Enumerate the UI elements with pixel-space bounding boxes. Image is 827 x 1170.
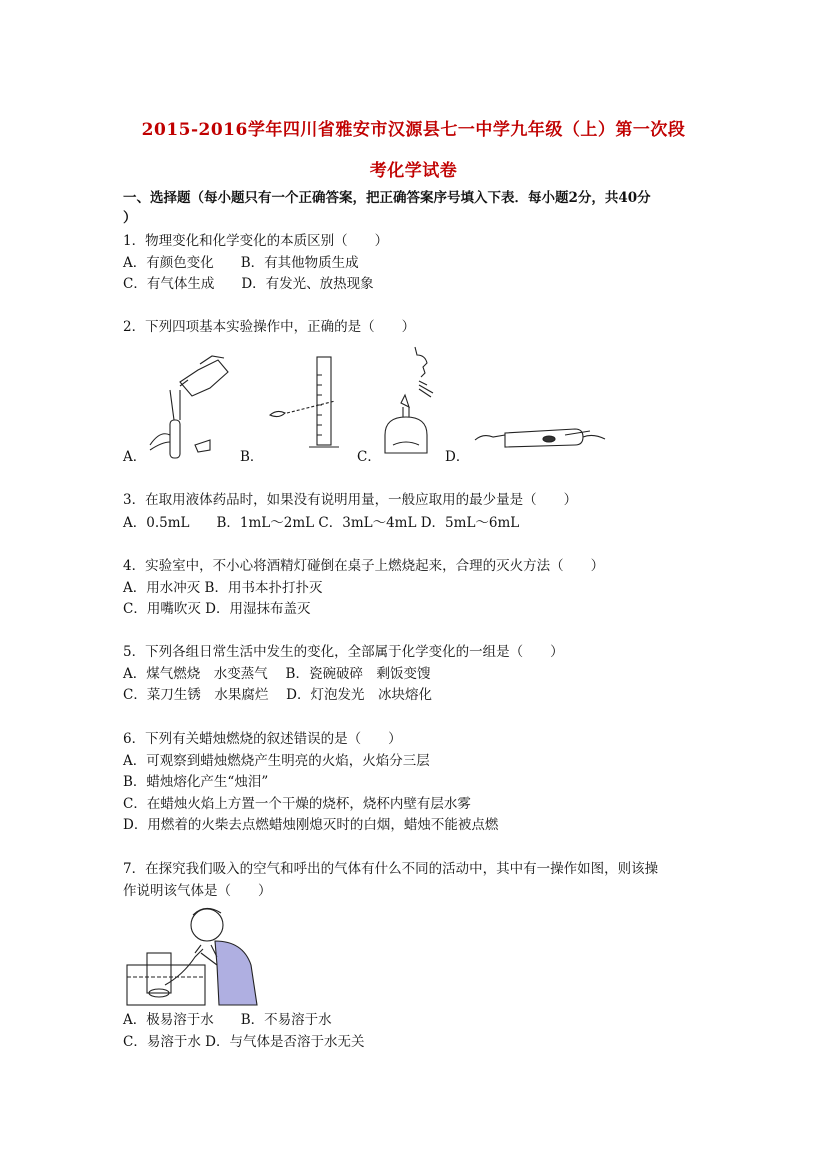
q7-stem: 7．在探究我们吸入的空气和呼出的气体有什么不同的活动中，其中有一操作如图，则该操 xyxy=(123,861,659,877)
q2-figure-a-pouring-liquid xyxy=(140,350,235,460)
q7-stem-cont: 作说明该气体是（ ） xyxy=(123,883,272,899)
q6-stem: 6．下列有关蜡烛燃烧的叙述错误的是（ ） xyxy=(123,731,402,747)
q2-figure-c-alcohol-lamp xyxy=(375,345,465,460)
q4-stem: 4．实验室中，不小心将酒精灯碰倒在桌子上燃烧起来，合理的灭火方法（ ） xyxy=(123,558,605,574)
q7-options-2: C．易溶于水 D．与气体是否溶于水无关 xyxy=(123,1034,365,1050)
q6-option-b: B．蜡烛熔化产生“烛泪” xyxy=(123,774,269,790)
q2-label-c: C． xyxy=(357,449,381,465)
section-heading: 一、选择题（每小题只有一个正确答案，把正确答案序号填入下表．每小题2分，共40分 xyxy=(123,190,651,206)
q2-label-d: D． xyxy=(445,449,470,465)
q2-stem: 2．下列四项基本实验操作中，正确的是（ ） xyxy=(123,319,416,335)
exam-title-line2: 考化学试卷 xyxy=(369,161,458,181)
q2-label-b: B． xyxy=(240,449,264,465)
q1-stem: 1．物理变化和化学变化的本质区别（ ） xyxy=(123,233,389,249)
q6-option-c: C．在蜡烛火焰上方置一个干燥的烧杯，烧杯内壁有层水雾 xyxy=(123,796,471,812)
section-heading-cont: ） xyxy=(123,210,137,226)
q4-options-1: A．用水冲灭 B．用书本扑打扑灭 xyxy=(123,580,323,596)
q7-options-1: A．极易溶于水 B．不易溶于水 xyxy=(123,1012,332,1028)
q4-options-2: C．用嘴吹灭 D．用湿抹布盖灭 xyxy=(123,601,311,617)
q6-option-d: D．用燃着的火柴去点燃蜡烛刚熄灭时的白烟，蜡烛不能被点燃 xyxy=(123,817,499,833)
q2-figure-b-graduated-cylinder xyxy=(265,355,355,455)
exam-title-line1: 2015-2016学年四川省雅安市汉源县七一中学九年级（上）第一次段 xyxy=(141,120,686,140)
q2-label-a: A． xyxy=(123,449,147,465)
q5-stem: 5．下列各组日常生活中发生的变化，全部属于化学变化的一组是（ ） xyxy=(123,644,564,660)
q1-options-2: C．有气体生成 D．有发光、放热现象 xyxy=(123,276,374,292)
q3-options: A．0.5mL B．1mL～2mL C．3mL～4mL D．5mL～6mL xyxy=(123,515,520,531)
q5-options-1: A．煤气燃烧 水变蒸气 B．瓷碗破碎 剩饭变馊 xyxy=(123,666,431,682)
q6-option-a: A．可观察到蜡烛燃烧产生明亮的火焰，火焰分三层 xyxy=(123,753,430,769)
q2-figure-d-test-tube-horizontal xyxy=(465,415,615,460)
q7-figure-exhale-into-water xyxy=(125,905,265,1010)
q5-options-2: C．菜刀生锈 水果腐烂 D．灯泡发光 冰块熔化 xyxy=(123,687,432,703)
q3-stem: 3．在取用液体药品时，如果没有说明用量，一般应取用的最少量是（ ） xyxy=(123,492,578,508)
q1-options-1: A．有颜色变化 B．有其他物质生成 xyxy=(123,255,359,271)
